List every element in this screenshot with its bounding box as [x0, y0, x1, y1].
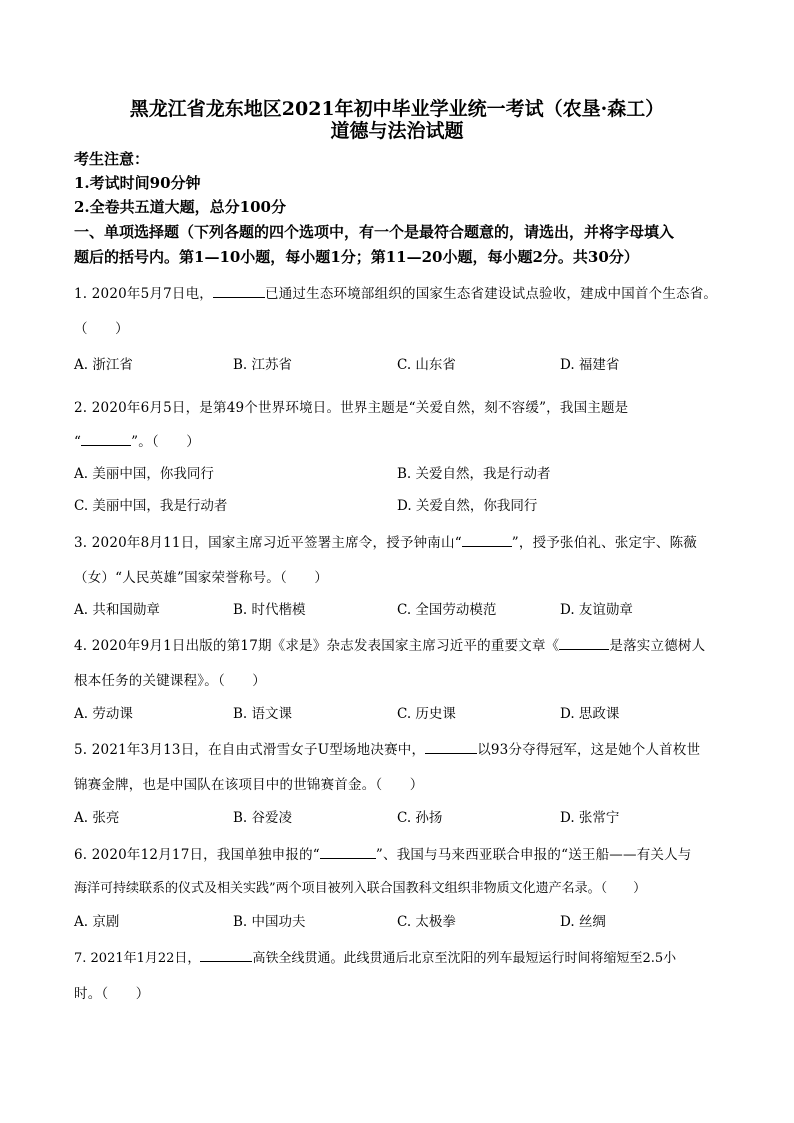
option-d: D. 关爱自然，你我同行 [397, 498, 538, 514]
option-d: D. 丝绸 [560, 914, 606, 930]
option-c: C. 美丽中国，我是行动者 [74, 498, 228, 514]
option-a: A. 张亮 [74, 810, 120, 826]
answer-blank [81, 433, 131, 446]
option-b: B. 关爱自然，我是行动者 [397, 466, 551, 482]
option-d: D. 思政课 [560, 706, 620, 722]
option-d: D. 张常宁 [560, 810, 620, 826]
answer-blank [200, 949, 252, 962]
option-c: C. 孙扬 [397, 810, 443, 826]
question-4-cont: 根本任务的关键课程》。（ ） [74, 673, 266, 689]
question-3 [74, 531, 697, 551]
question-text: ”、我国与马来西亚联合申报的“送王船——有关人与 [375, 847, 692, 863]
question-2-cont [74, 430, 200, 450]
answer-blank [213, 285, 265, 298]
question-text: 3. 2020年8月11日，国家主席习近平签署主席令，授予钟南山“ [74, 535, 462, 551]
question-6 [74, 843, 692, 863]
question-text: 高铁全线贯通。此线贯通后北京至沈阳的列车最短运行时间将缩短至2.5小 [252, 951, 677, 966]
option-b: B. 中国功夫 [233, 914, 306, 930]
option-a: A. 劳动课 [74, 706, 133, 722]
option-c: C. 太极拳 [397, 914, 456, 930]
question-text: 7. 2021年1月22日， [74, 951, 201, 966]
question-text: ”。（ ） [131, 434, 200, 450]
answer-blank [425, 741, 477, 754]
question-text: 5. 2021年3月13日，在自由式滑雪女子U型场地决赛中， [74, 742, 426, 758]
question-5-cont: 锦赛金牌，也是中国队在该项目中的世锦赛首金。（ ） [74, 777, 424, 793]
question-text: 以93分夺得冠军，这是她个人首枚世 [477, 742, 701, 758]
question-5 [74, 738, 700, 758]
question-6-cont: 海洋可持续联系的仪式及相关实践”两个项目被列入联合国教科文组织非物质文化遗产名录。（ ） [74, 881, 647, 896]
question-text: ”，授予张伯礼、张定宇、陈薇 [511, 535, 697, 551]
option-a: A. 共和国勋章 [74, 602, 160, 618]
option-a: A. 浙江省 [74, 357, 133, 373]
question-text: 1. 2020年5月7日电， [74, 286, 214, 302]
exam-subtitle: 道德与法治试题 [330, 120, 464, 142]
answer-blank [462, 534, 512, 547]
question-4 [74, 634, 705, 654]
notice-item: 2.全卷共五道大题，总分100分 [74, 198, 286, 216]
exam-title: 黑龙江省龙东地区2021年初中毕业学业统一考试（农垦·森工） [129, 98, 665, 120]
option-d: D. 友谊勋章 [560, 602, 633, 618]
notice-item: 1.考试时间90分钟 [74, 174, 201, 192]
option-c: C. 历史课 [397, 706, 456, 722]
answer-bracket: （ ） [74, 321, 129, 337]
option-b: B. 谷爱凌 [233, 810, 293, 826]
notice-heading: 考生注意： [74, 150, 150, 168]
option-b: B. 语文课 [233, 706, 293, 722]
question-text: 4. 2020年9月1日出版的第17期《求是》杂志发表国家主席习近平的重要文章《 [74, 638, 560, 654]
option-c: C. 山东省 [397, 357, 456, 373]
question-text: 是落实立德树人 [609, 638, 706, 654]
option-d: D. 福建省 [560, 357, 620, 373]
section-instructions: 一、单项选择题（下列各题的四个选项中，有一个是最符合题意的，请选出，并将字母填入 [74, 223, 675, 241]
question-2: 2. 2020年6月5日，是第49个世界环境日。世界主题是“关爱自然，刻不容缓”，我国主题是 [74, 400, 629, 416]
option-b: B. 时代楷模 [233, 602, 306, 618]
question-text: “ [74, 434, 82, 450]
option-c: C. 全国劳动模范 [397, 602, 497, 618]
option-b: B. 江苏省 [233, 357, 293, 373]
question-text: 已通过生态环境部组织的国家生态省建设试点验收，建成中国首个生态省。 [265, 286, 718, 302]
question-text: 6. 2020年12月17日，我国单独申报的“ [74, 847, 320, 863]
question-3-cont: （女）“人民英雄”国家荣誉称号。（ ） [74, 570, 329, 586]
question-7-cont: 时。（ ） [74, 986, 150, 1002]
section-instructions: 题后的括号内。第1—10小题，每小题1分；第11—20小题，每小题2分。共30分） [74, 248, 639, 266]
option-a: A. 美丽中国，你我同行 [74, 466, 214, 482]
option-a: A. 京剧 [74, 914, 120, 930]
question-7 [74, 947, 676, 966]
question-1 [74, 282, 717, 302]
answer-blank [320, 846, 376, 859]
answer-blank [559, 637, 609, 650]
